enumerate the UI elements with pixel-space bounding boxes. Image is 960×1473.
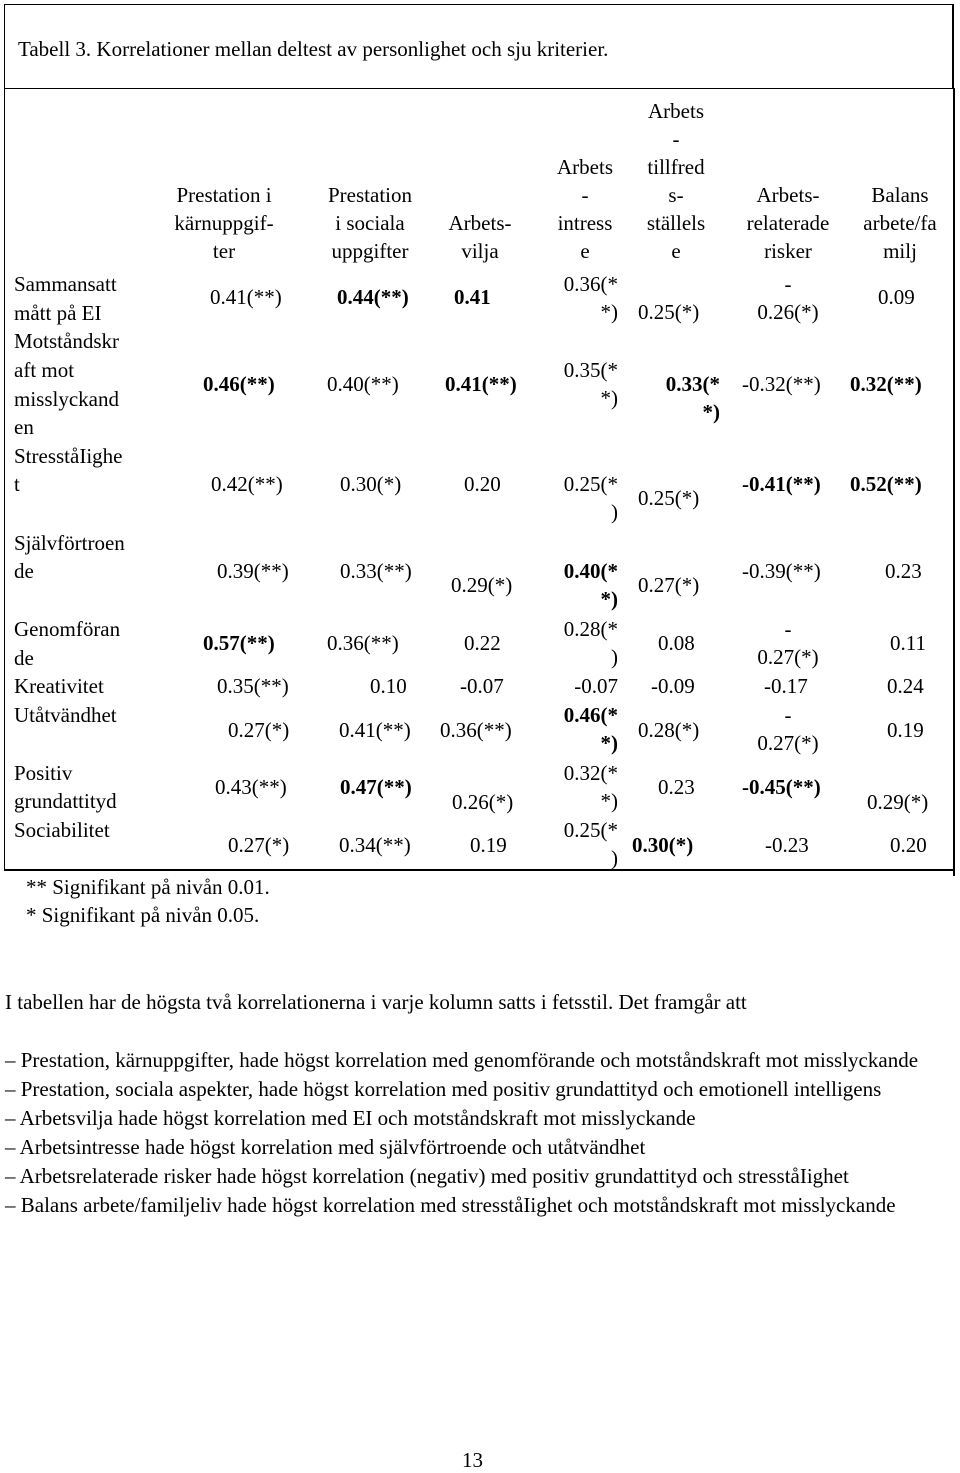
table-cell: - 0.27(*) bbox=[757, 703, 819, 755]
header-line: relaterade bbox=[746, 211, 830, 235]
table-cell: 0.46(* *) bbox=[563, 703, 618, 755]
bullet-list bbox=[5, 1046, 955, 1220]
table-cell: 0.43(**) bbox=[215, 775, 287, 799]
table-cell: 0.36(**) bbox=[327, 631, 399, 655]
body-text bbox=[5, 988, 955, 1017]
table-cell: 0.25(*) bbox=[638, 486, 700, 510]
row-label-line: Utåtvändhet bbox=[14, 703, 117, 727]
table-cell: 0.25(* ) bbox=[563, 472, 618, 524]
table-cell: 0.10 bbox=[370, 674, 407, 698]
table-cell: 0.34(**) bbox=[339, 833, 411, 857]
bullet-item: – Arbetsvilja hade högst korrelation med EI och motståndskraft mot misslyckande bbox=[5, 1106, 696, 1130]
table-cell: -0.07 bbox=[460, 674, 504, 698]
row-label-line: de bbox=[14, 646, 34, 670]
table-cell: 0.20 bbox=[890, 833, 927, 857]
row-label-line: grundattityd bbox=[14, 789, 117, 813]
column-header-arbetstillfredsstallelse bbox=[630, 97, 722, 265]
footnote-significance-005: * Signifikant på nivån 0.05. bbox=[26, 903, 260, 927]
row-label-line: de bbox=[14, 559, 34, 583]
table-cell: 0.25(* ) bbox=[563, 818, 618, 870]
table-cell: 0.30(*) bbox=[340, 472, 402, 496]
table-cell: 0.36(* *) bbox=[563, 272, 618, 324]
header-line: - bbox=[581, 183, 589, 207]
table-cell: -0.32(**) bbox=[742, 372, 821, 396]
table-cell: 0.32(* *) bbox=[563, 761, 618, 813]
table-cell: -0.39(**) bbox=[742, 559, 821, 583]
header-line: Arbets bbox=[557, 155, 613, 179]
header-line: s- bbox=[668, 183, 684, 207]
table-cell: -0.23 bbox=[765, 833, 809, 857]
header-line: - bbox=[672, 127, 680, 151]
table-cell: -0.45(**) bbox=[742, 775, 821, 799]
column-header-prestation-karnuppgifter bbox=[164, 181, 284, 265]
row-label-line: Motståndskr bbox=[14, 329, 119, 353]
table-cell: -0.41(**) bbox=[742, 472, 821, 496]
table-cell: 0.41(**) bbox=[445, 372, 517, 396]
header-line: tillfred bbox=[647, 155, 705, 179]
header-line: milj bbox=[883, 239, 917, 263]
table-cell: - 0.27(*) bbox=[757, 617, 819, 669]
table-cell: 0.28(* ) bbox=[563, 617, 618, 669]
table-cell: 0.25(*) bbox=[638, 300, 700, 324]
row-label-line: mått på EI bbox=[14, 301, 102, 325]
bullet-item: – Prestation, kärnuppgifter, hade högst korrelation med genomförande och motståndskraft mot misslyckande bbox=[5, 1048, 919, 1072]
row-label-line: Sociabilitet bbox=[14, 818, 110, 842]
table-cell: -0.09 bbox=[651, 674, 695, 698]
table-cell: 0.40(**) bbox=[327, 372, 399, 396]
row-label-line: aft mot bbox=[14, 358, 75, 382]
table-cell: 0.11 bbox=[890, 631, 926, 655]
table-cell: 0.44(**) bbox=[337, 285, 409, 309]
table-frame-bottom bbox=[4, 869, 954, 871]
table-cell: 0.23 bbox=[658, 775, 695, 799]
column-header-arbetsintresse bbox=[540, 153, 630, 265]
table-cell: 0.33(* *) bbox=[665, 372, 720, 424]
column-header-balans-arbete-familj bbox=[850, 181, 950, 265]
header-line: risker bbox=[764, 239, 812, 263]
table-cell: 0.29(*) bbox=[451, 573, 513, 597]
column-header-arbetsrelaterade-risker bbox=[730, 181, 846, 265]
table-cell: 0.42(**) bbox=[211, 472, 283, 496]
table-cell: 0.19 bbox=[887, 718, 924, 742]
table-cell: -0.07 bbox=[574, 674, 618, 698]
table-cell: 0.24 bbox=[887, 674, 924, 698]
header-line: arbete/fa bbox=[863, 211, 937, 235]
table-cell: 0.41 bbox=[454, 285, 491, 309]
table-cell: 0.32(**) bbox=[850, 372, 922, 396]
table-cell: - 0.26(*) bbox=[757, 272, 819, 324]
intro-paragraph: I tabellen har de högsta två korrelationerna i varje kolumn satts i fetsstil. Det framgår att bbox=[5, 990, 747, 1014]
header-line: Arbets- bbox=[756, 183, 820, 207]
row-label-line: misslyckand bbox=[14, 387, 119, 411]
table-cell: 0.57(**) bbox=[203, 631, 275, 655]
header-line: vilja bbox=[461, 239, 499, 263]
table-caption-box bbox=[4, 4, 954, 89]
header-line: uppgifter bbox=[331, 239, 409, 263]
column-header-prestation-sociala bbox=[310, 181, 430, 265]
page-number: 13 bbox=[462, 1448, 483, 1472]
table-cell: 0.41(**) bbox=[210, 285, 282, 309]
bullet-item: – Balans arbete/familjeliv hade högst korrelation med stresståIighet och motståndskraft mot misslyckande bbox=[5, 1193, 896, 1217]
row-label-line: Genomföran bbox=[14, 617, 121, 641]
table-cell: 0.36(**) bbox=[440, 718, 512, 742]
row-label-line: Sammansatt bbox=[14, 272, 117, 296]
header-line: Prestation bbox=[328, 183, 412, 207]
table-cell: 0.29(*) bbox=[867, 790, 929, 814]
header-line: Arbets bbox=[648, 99, 704, 123]
table-cell: 0.09 bbox=[878, 285, 915, 309]
bullet-item: – Arbetsrelaterade risker hade högst korrelation (negativ) med positiv grundattityd och stresståIighet bbox=[5, 1164, 849, 1188]
table-frame-left bbox=[4, 88, 5, 870]
table-cell: 0.35(* *) bbox=[563, 358, 618, 410]
table-cell: 0.30(*) bbox=[632, 833, 694, 857]
row-label-line: Kreativitet bbox=[14, 674, 104, 698]
header-line: e bbox=[671, 239, 681, 263]
table-cell: 0.22 bbox=[464, 631, 501, 655]
header-line: ter bbox=[212, 239, 236, 263]
header-line: Arbets- bbox=[448, 211, 512, 235]
table-caption: Tabell 3. Korrelationer mellan deltest av personlighet och sju kriterier. bbox=[18, 37, 609, 61]
bullet-item: – Prestation, sociala aspekter, hade högst korrelation med positiv grundattityd och emotionell intelligens bbox=[5, 1077, 882, 1101]
table-cell: 0.39(**) bbox=[217, 559, 289, 583]
table-cell: 0.52(**) bbox=[850, 472, 922, 496]
table-cell: 0.28(*) bbox=[638, 718, 700, 742]
table-frame-right bbox=[953, 88, 955, 876]
table-cell: 0.27(*) bbox=[228, 718, 290, 742]
row-label-line: Självförtroen bbox=[14, 531, 125, 555]
row-label-line: t bbox=[14, 472, 20, 496]
column-header-arbetsvilja bbox=[430, 209, 530, 265]
row-label-line: en bbox=[14, 415, 34, 439]
row-label-line: Positiv bbox=[14, 761, 73, 785]
table-cell: -0.17 bbox=[764, 674, 808, 698]
row-label-line: StresståIighe bbox=[14, 444, 123, 468]
table-cell: 0.35(**) bbox=[217, 674, 289, 698]
header-line: kärnuppgif- bbox=[174, 211, 274, 235]
header-line: Balans bbox=[871, 183, 929, 207]
table-cell: 0.33(**) bbox=[340, 559, 412, 583]
table-cell: 0.23 bbox=[885, 559, 922, 583]
header-line: ställels bbox=[646, 211, 706, 235]
footnote-significance-001: ** Signifikant på nivån 0.01. bbox=[26, 875, 270, 899]
header-line: intress bbox=[557, 211, 613, 235]
table-cell: 0.47(**) bbox=[340, 775, 412, 799]
table-cell: 0.41(**) bbox=[339, 718, 411, 742]
bullet-item: – Arbetsintresse hade högst korrelation med självförtroende och utåtvändhet bbox=[5, 1135, 646, 1159]
table-cell: 0.27(*) bbox=[228, 833, 290, 857]
table-cell: 0.27(*) bbox=[638, 573, 700, 597]
table-cell: 0.46(**) bbox=[203, 372, 275, 396]
table-cell: 0.08 bbox=[658, 631, 695, 655]
table-cell: 0.40(* *) bbox=[563, 559, 618, 611]
header-line: i sociala bbox=[335, 211, 405, 235]
header-line: Prestation i bbox=[176, 183, 272, 207]
table-cell: 0.19 bbox=[470, 833, 507, 857]
table-cell: 0.20 bbox=[464, 472, 501, 496]
header-line: e bbox=[580, 239, 590, 263]
table-cell: 0.26(*) bbox=[452, 790, 514, 814]
